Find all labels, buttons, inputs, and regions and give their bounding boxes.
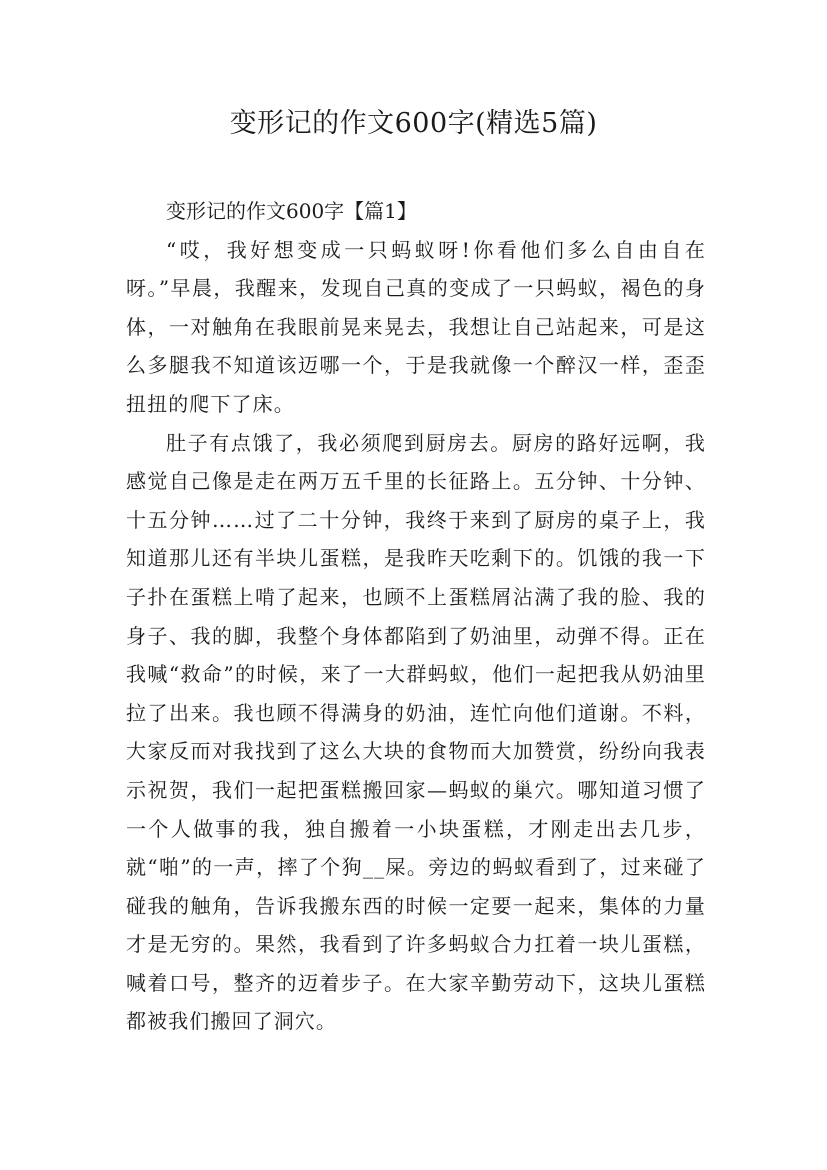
paragraph-1: “哎，我好想变成一只蚂蚁呀!你看他们多么自由自在呀。”早晨，我醒来，发现自己真的变成了一只蚂蚁，褐色的身体，一对触角在我眼前晃来晃去，我想让自己站起来，可是这么多腿我不知道该迈哪一个，于是我就像一个醉汉一样，歪歪扭扭的爬下了床。: [126, 237, 706, 416]
document-title: 变形记的作文600字(精选5篇): [229, 108, 598, 139]
document-body: [126, 192, 706, 1041]
paragraph-2: 肚子有点饿了，我必须爬到厨房去。厨房的路好远啊，我感觉自己像是走在两万五千里的长征路上。五分钟、十分钟、十五分钟……过了二十分钟，我终于来到了厨房的桌子上，我知道那儿还有半块儿蛋糕，是我昨天吃剩下的。饥饿的我一下子扑在蛋糕上啃了起来，也顾不上蛋糕屑沾满了我的脸、我的身子、我的脚，我整个身体都陷到了奶油里，动弹不得。正在我喊“救命”的时候，来了一大群蚂蚁，他们一起把我从奶油里拉了出来。我也顾不得满身的奶油，连忙向他们道谢。不料，大家反而对我找到了这么大块的食物而大加赞赏，纷纷向我表示祝贺，我们一起把蛋糕搬回家—蚂蚁的巢穴。哪知道习惯了一个人做事的我，独自搬着一小块蛋糕，才刚走出去几步，就“啪”的一声，摔了个狗__屎。旁边的蚂蚁看到了，过来碰了碰我的触角，告诉我搬东西的时候一定要一起来，集体的力量才是无穷的。果然，我看到了许多蚂蚁合力扛着一块儿蛋糕，喊着口号，整齐的迈着步子。在大家辛勤劳动下，这块儿蛋糕都被我们搬回了洞穴。: [126, 430, 706, 1034]
section-heading: 变形记的作文600字【篇1】: [166, 199, 417, 223]
